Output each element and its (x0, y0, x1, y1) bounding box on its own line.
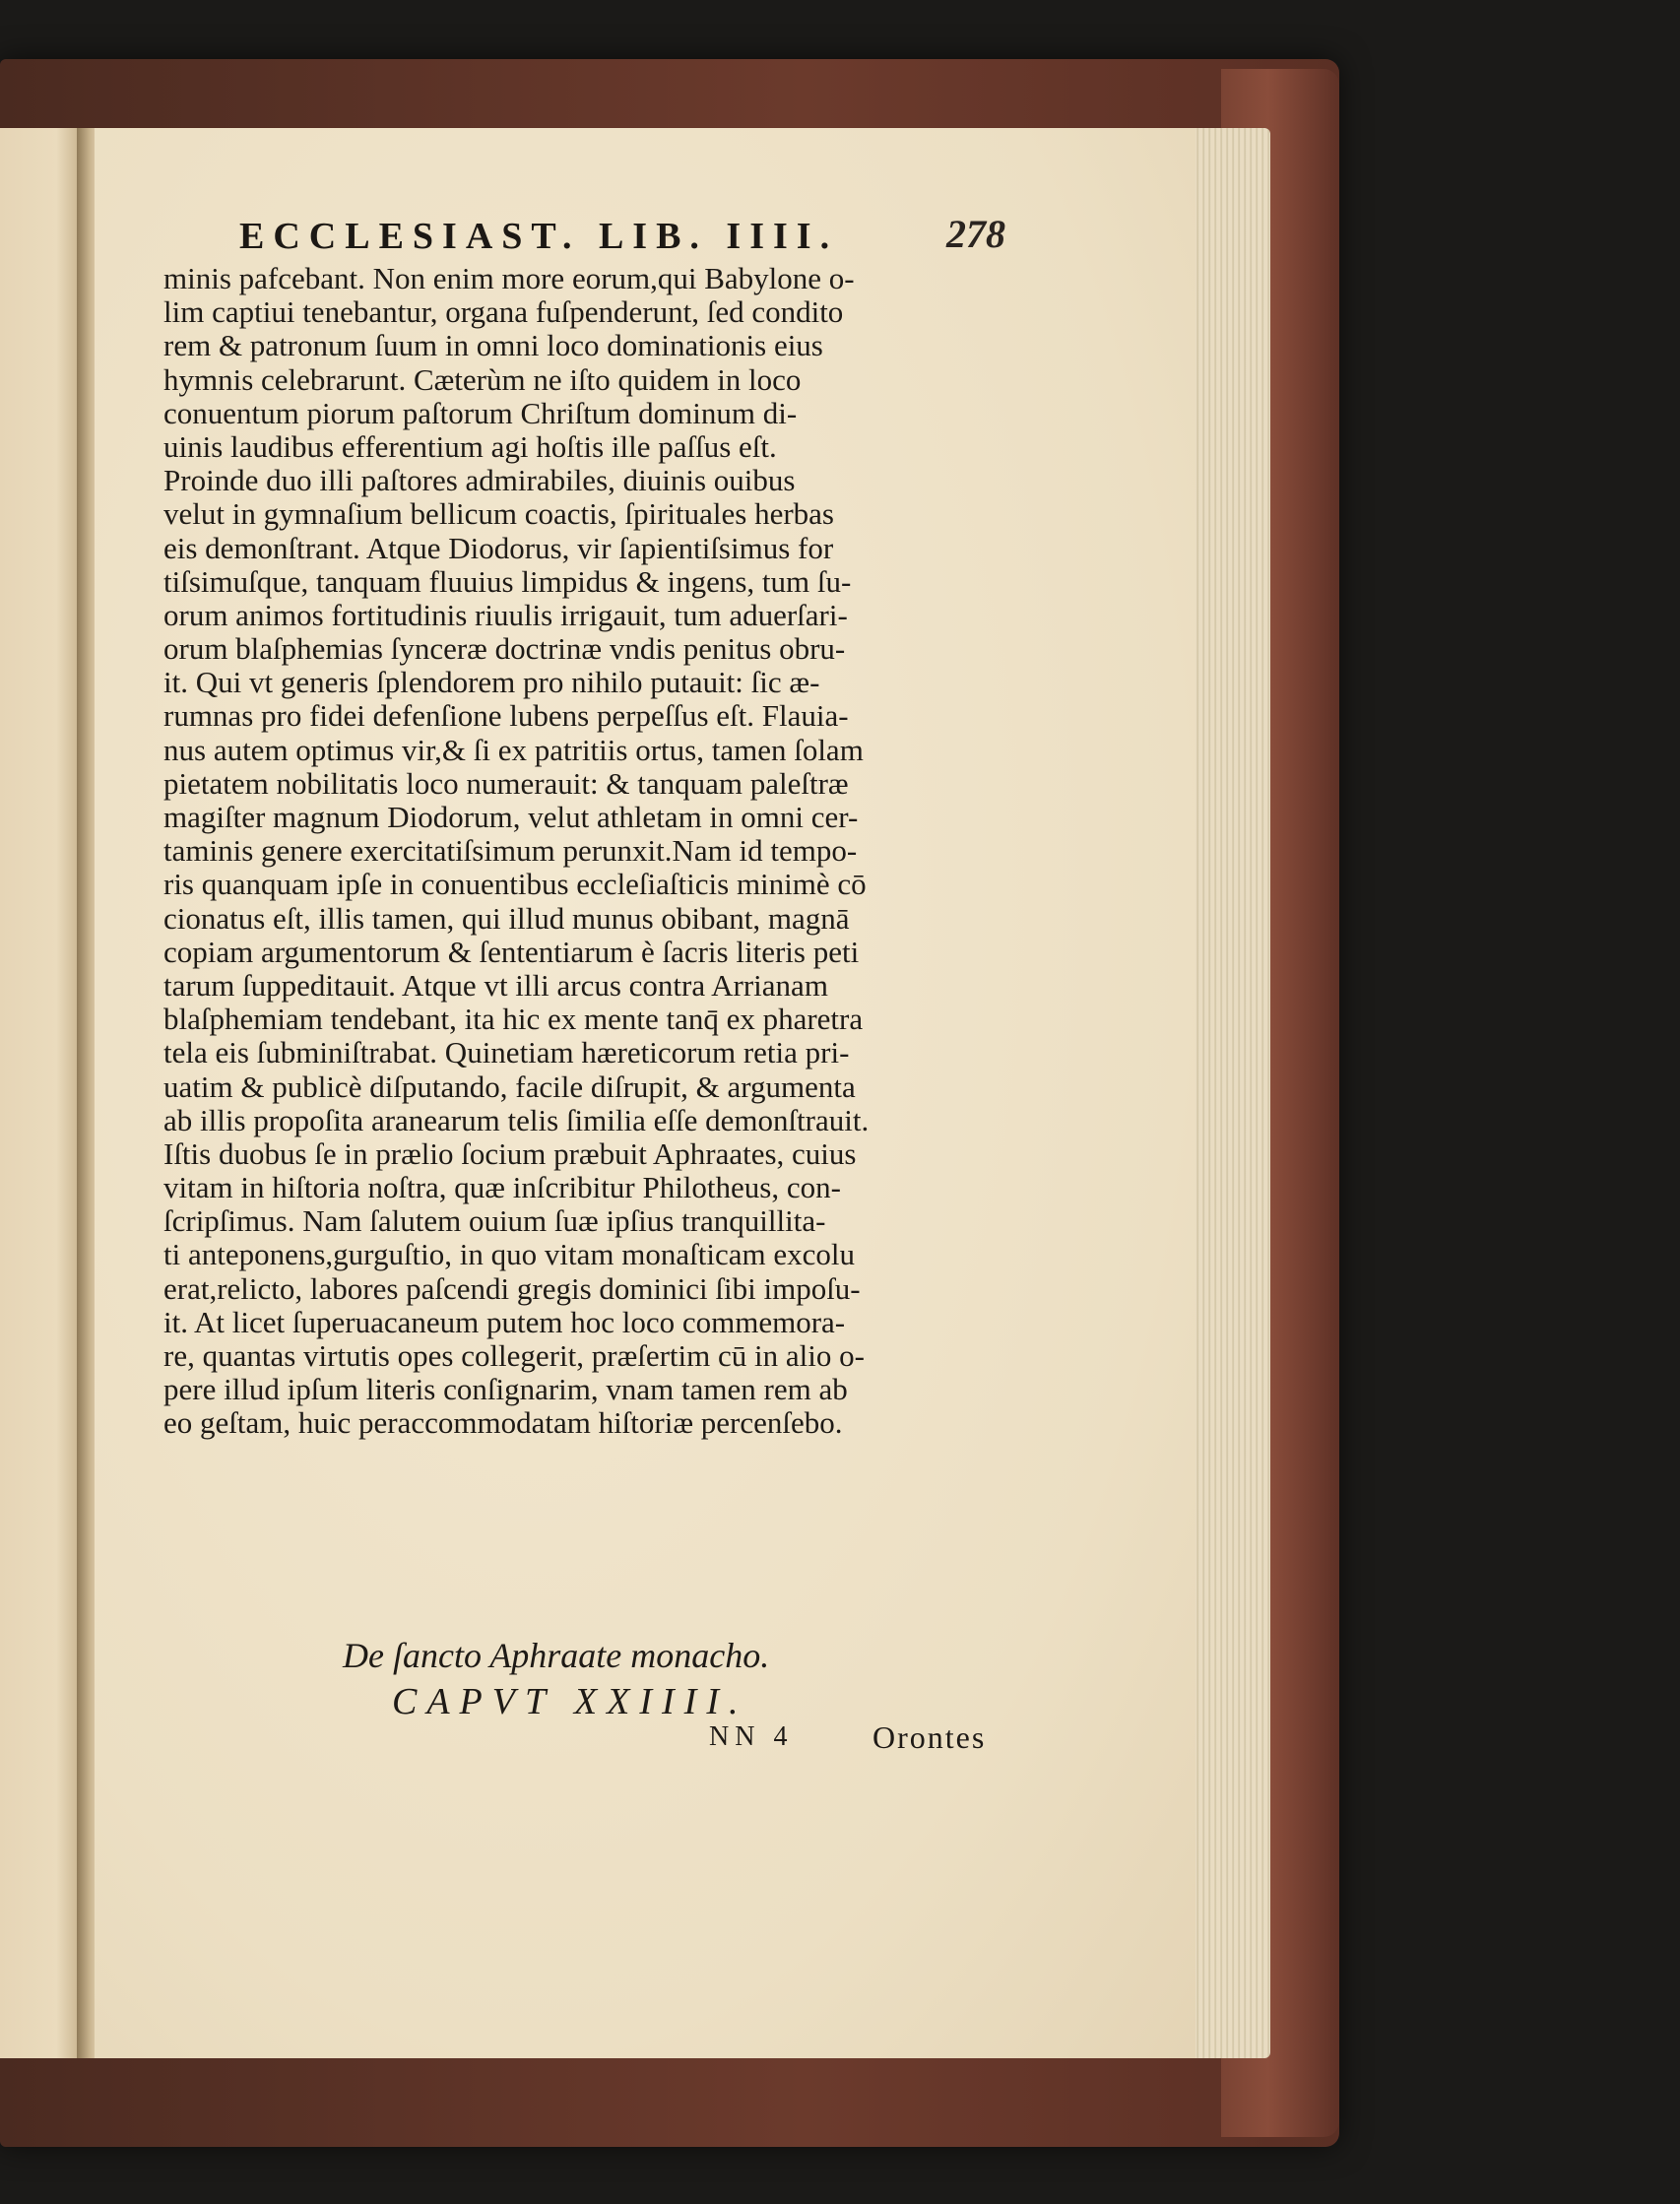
section-title: De ſancto Aphraate monacho. (343, 1636, 770, 1675)
text-line: ſcripſimus. Nam ſalutem ouium ſuæ ipſius tranquillita- (163, 1203, 826, 1239)
chapter-title: CAPVT XXIIII. (392, 1681, 748, 1722)
signature-mark: NN 4 (709, 1721, 794, 1752)
text-line: vitam in hiſtoria noſtra, quæ inſcribitur Philotheus, con- (163, 1170, 841, 1205)
running-head: ECCLESIAST. LIB. IIII. (239, 216, 839, 257)
catchword: Orontes (872, 1719, 987, 1755)
text-line: minis pafcebant. Non enim more eorum,qui Babylone o- (163, 261, 855, 295)
text-line: pere illud ipſum literis conſignarim, vnam tamen rem ab (163, 1372, 848, 1407)
text-line: erat,relicto, labores paſcendi gregis dominici ſibi impoſu- (163, 1270, 861, 1306)
text-line: nus autem optimus vir,& ſi ex patritiis ortus, tamen ſolam (163, 732, 864, 767)
text-line: copiam argumentorum & ſententiarum è ſacris literis peti (163, 934, 860, 969)
text-line: orum blaſphemias ſynceræ doctrinæ vndis penitus obru- (163, 631, 846, 667)
text-line: conuentum piorum paſtorum Chriſtum dominum di- (163, 395, 798, 430)
text-line: eo geſtam, huic peraccommodatam hiſtoriæ percenſebo. (163, 1405, 843, 1441)
text-line: uinis laudibus efferentium agi hoſtis ille paſſus eſt. (163, 428, 777, 464)
text-line: lim captiui tenebantur, organa fuſpenderunt, ſed condito (163, 294, 844, 330)
verso-page-edge (0, 128, 81, 2058)
text-line: magiſter magnum Diodorum, velut athletam in omni cer- (163, 800, 859, 834)
body-text (163, 262, 995, 1441)
text-line: hymnis celebrarunt. Cæterùm ne iſto quidem in loco (163, 361, 802, 397)
text-line: tiſsimuſque, tanquam fluuius limpidus & ingens, tum ſu- (163, 563, 852, 599)
text-line: it. Qui vt generis ſplendorem pro nihilo putauit: ſic æ- (163, 665, 820, 700)
text-line: ris quanquam ipſe in conuentibus eccleſiaſticis minimè cō (163, 867, 867, 902)
text-line: Iſtis duobus ſe in prælio ſocium præbuit Aphraates, cuius (163, 1135, 857, 1171)
text-line: uatim & publicè diſputando, facile diſrupit, & argumenta (163, 1069, 856, 1104)
text-line: taminis genere exercitatiſsimum perunxit.Nam id tempo- (163, 833, 858, 869)
text-line: orum animos fortitudinis riuulis irrigauit, tum aduerſari- (163, 597, 848, 632)
text-line: ab illis propoſita aranearum telis ſimilia eſſe demonſtrauit. (163, 1102, 870, 1137)
text-line: Proinde duo illi paſtores admirabiles, diuinis ouibus (163, 463, 796, 498)
text-line: blaſphemiam tendebant, ita hic ex mente tanq̄ ex pharetra (163, 1002, 864, 1037)
text-line: eis demonſtrant. Atque Diodorus, vir ſapientiſsimus for (163, 530, 834, 565)
text-line: it. At licet ſuperuacaneum putem hoc loco commemora- (163, 1304, 846, 1339)
text-line: re, quantas virtutis opes collegerit, præſertim cū in alio o- (163, 1338, 865, 1373)
text-line: pietatem nobilitatis loco numerauit: & tanquam paleſtræ (163, 765, 849, 801)
text-line: rem & patronum ſuum in omni loco dominationis eius (163, 328, 823, 363)
text-line: tarum ſuppeditauit. Atque vt illi arcus contra Arrianam (163, 967, 828, 1003)
text-line: tela eis ſubminiſtrabat. Quinetiam hæreticorum retia pri- (163, 1035, 850, 1070)
text-line: rumnas pro fidei defenſione lubens perpeſſus eſt. Flauia- (163, 698, 849, 734)
text-line: velut in gymnaſium bellicum coactis, ſpirituales herbas (163, 496, 834, 532)
text-line: cionatus eſt, illis tamen, qui illud munus obibant, magnā (163, 900, 850, 936)
folio-number: 278 (946, 212, 1005, 256)
text-line: ti anteponens,gurguſtio, in quo vitam monaſticam excolu (163, 1237, 855, 1272)
